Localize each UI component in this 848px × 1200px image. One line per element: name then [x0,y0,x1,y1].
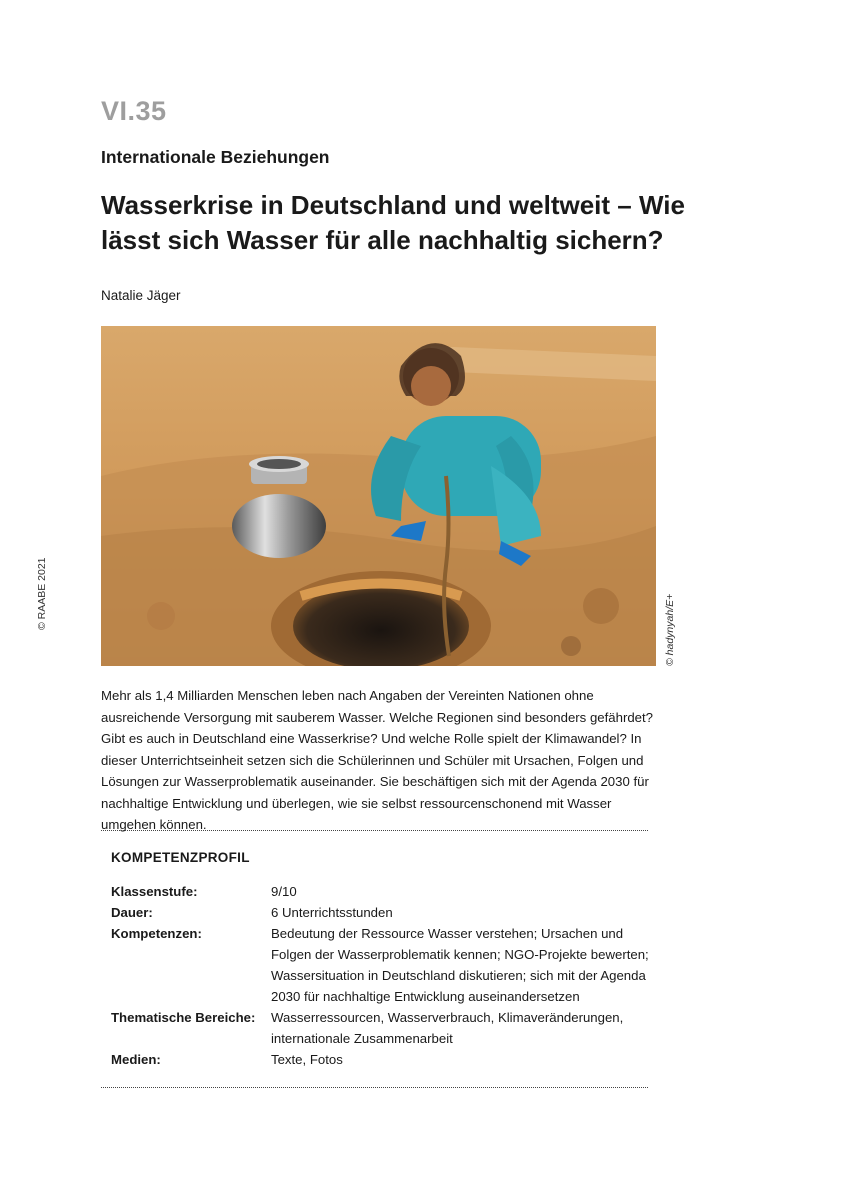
profile-label: Dauer: [111,905,153,920]
profile-heading: KOMPETENZPROFIL [111,850,250,865]
section-code: VI.35 [101,96,167,126]
profile-value: 9/10 [271,884,297,899]
profile-label: Thematische Bereiche: [111,1010,256,1025]
divider-bottom [101,1087,648,1088]
profile-value: Bedeutung der Ressource Wasser verstehen; Ursachen und Folgen der Wasserproblematik kennen; NGO-Projekte bewerten; Wassersituation in Deutschland diskutieren; sich mit der Agenda 2030 für nachhaltige Entwicklung auseinandersetzen [271,926,649,1004]
profile-row [111,1007,651,1049]
profile-value: Texte, Fotos [271,1052,343,1067]
profile-row [111,902,651,923]
photo-credit: © hadynyah/E+ [664,593,676,666]
profile-value: Wasserressourcen, Wasserverbrauch, Klimaveränderungen, internationale Zusammenarbeit [271,1010,624,1046]
page-title: Wasserkrise in Deutschland und weltweit – Wie lässt sich Wasser für alle nachhaltig sichern? [101,190,685,255]
profile-label: Klassenstufe: [111,884,198,899]
profile-row [111,1049,651,1070]
profile-label: Kompetenzen: [111,926,202,941]
category-label: Internationale Beziehungen [101,147,330,167]
competence-profile [111,850,651,1070]
profile-label: Medien: [111,1052,161,1067]
divider-top [101,830,648,831]
cover-photo [101,326,656,666]
intro-paragraph: Mehr als 1,4 Milliarden Menschen leben nach Angaben der Vereinten Nationen ohne ausreichende Versorgung mit sauberem Wasser. Welche Regionen sind besonders gefährdet? Gibt es auch in Deutschland eine Wasserkrise? Und welche Rolle spielt der Klimawandel? In dieser Unterrichtseinheit setzen sich die Schülerinnen und Schüler mit Ursachen, Folgen und Lösungen zur Wasserproblematik auseinander. Sie beschäftigen sich mit der Agenda 2030 für nachhaltige Entwicklung und überlegen, wie sie selbst ressourcenschonend mit Wasser umgehen können. [101,688,653,832]
copyright-notice: © RAABE 2021 [36,557,48,630]
profile-value: 6 Unterrichtsstunden [271,905,393,920]
profile-row [111,923,651,1007]
profile-row [111,881,651,902]
author-name: Natalie Jäger [101,288,181,303]
